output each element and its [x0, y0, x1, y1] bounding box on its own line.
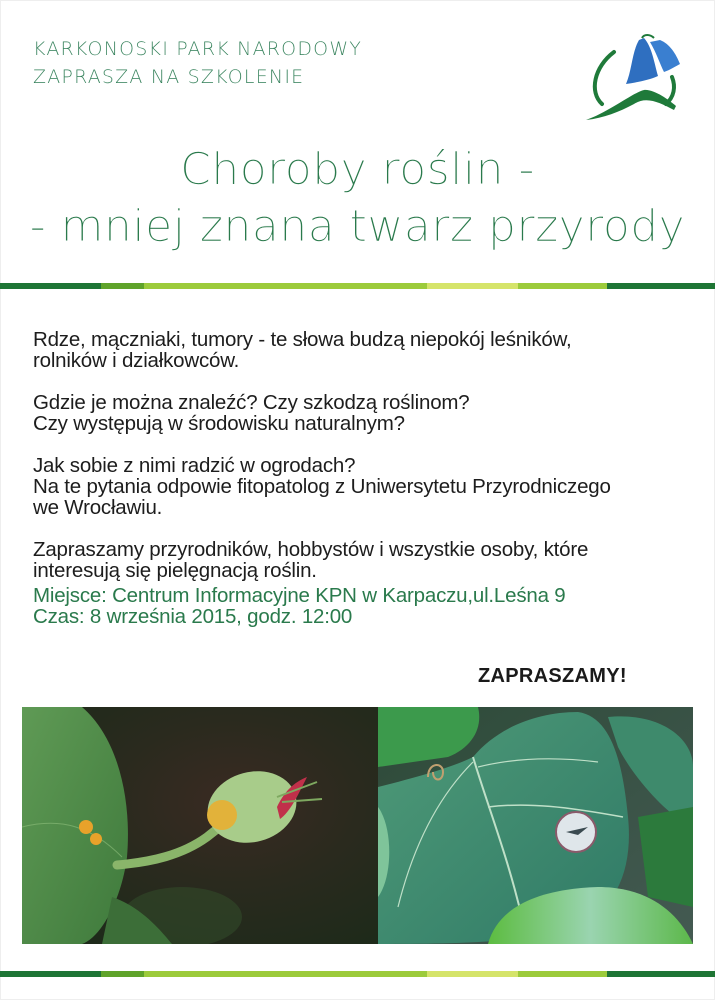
invitation-cta: ZAPRASZAMY!	[478, 665, 627, 687]
paragraph-2: Gdzie je można znaleźć? Czy szkodzą roślinom? Czy występują w środowisku naturalnym?	[33, 391, 470, 435]
event-time: Czas: 8 września 2015, godz. 12:00	[33, 605, 353, 628]
event-place: Miejsce: Centrum Informacyjne KPN w Karpaczu,ul.Leśna 9	[33, 584, 566, 607]
decorative-stripe-top	[0, 283, 715, 289]
title-line-1: Choroby roślin -	[180, 144, 535, 195]
decorative-stripe-bottom	[0, 971, 715, 977]
paragraph-1: Rdze, mączniaki, tumory - te słowa budzą niepokój leśników, rolników i działkowców.	[33, 328, 572, 372]
title-line-2: - mniej znana twarz przyrody	[29, 201, 686, 252]
bluebell-flower-logo-icon	[584, 32, 684, 122]
paragraph-3: Jak sobie z nimi radzić w ogrodach? Na te pytania odpowie fitopatolog z Uniwersytetu Przyrodniczego we Wrocławiu.	[33, 454, 611, 519]
body-text	[33, 329, 703, 602]
header-invite: ZAPRASZA NA SZKOLENIE	[33, 66, 305, 88]
ivy-leaf-photo	[378, 707, 693, 944]
rose-bud-rust-photo	[22, 707, 378, 944]
paragraph-4: Zapraszamy przyrodników, hobbystów i wszystkie osoby, które interesują się pielęgnacją roślin.	[33, 538, 589, 582]
header-org-name: KARKONOSKI PARK NARODOWY	[33, 38, 363, 60]
